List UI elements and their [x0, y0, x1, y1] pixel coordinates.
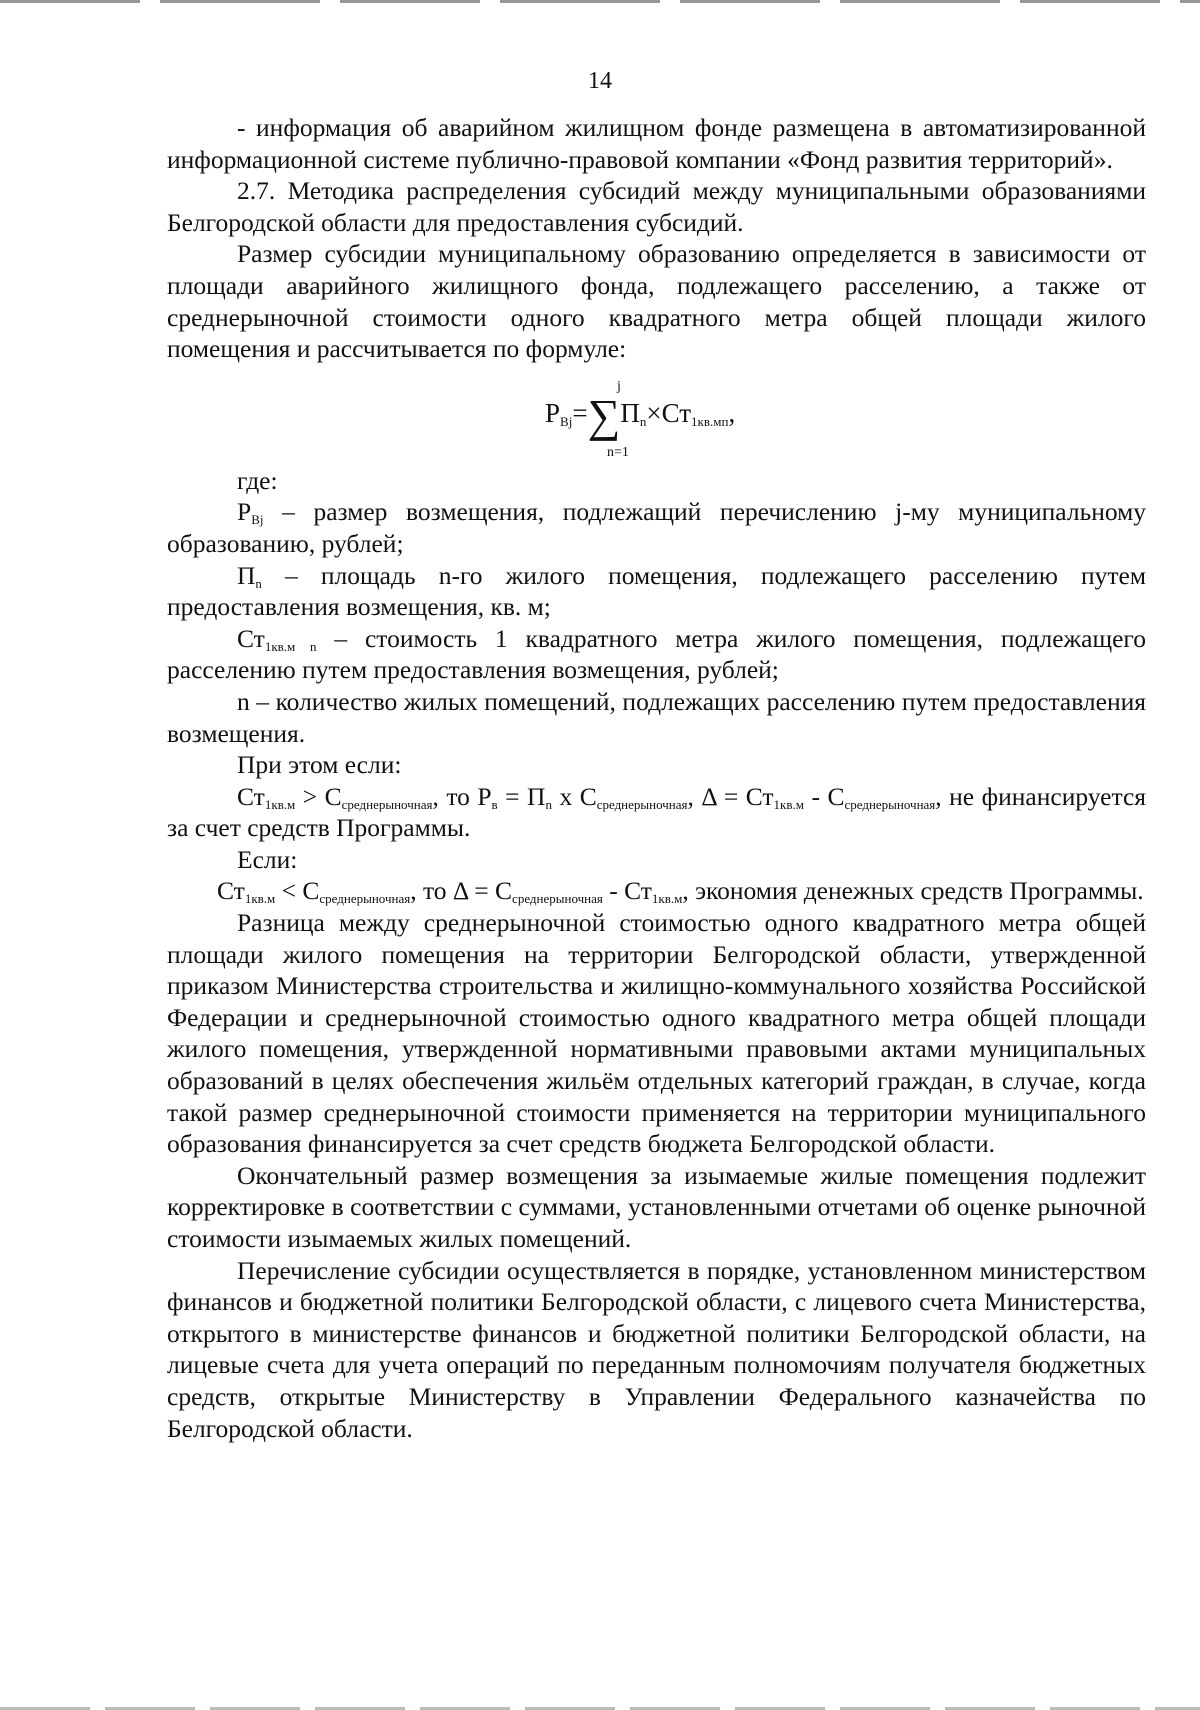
cond-sub: 1кв.м: [264, 796, 296, 812]
condition-less: [167, 875, 1146, 907]
formula-main: [545, 389, 736, 441]
page-number: 14: [588, 68, 612, 94]
paragraph-subsidy-size: Размер субсидии муниципальному образованию определяется в зависимости от площади аварийного жилищного фонда, подлежащего расселению, а также от среднерыночной стоимости одного квадратного метра общей площади жилого помещения и рассчитывается по формуле:: [167, 239, 1146, 364]
def-text: – площадь n-го жилого помещения, подлежащего расселению путем предоставления возмещения, кв. м;: [167, 560, 1146, 622]
sum-lower-limit: n=1: [607, 444, 629, 460]
cond-text: , то Δ = С: [410, 876, 513, 906]
definition-pn: [167, 560, 1146, 623]
formula-lhs-sub: Bj: [560, 413, 573, 429]
cond-term: Ст: [217, 876, 245, 906]
def-symbol: P: [237, 497, 252, 527]
formula-term-cost: Ст: [661, 397, 692, 428]
where-label: где:: [237, 465, 278, 495]
cond-sub: в: [491, 796, 498, 812]
def-symbol-sub: 1кв.м n: [264, 638, 317, 654]
def-symbol-sub: n: [255, 575, 262, 591]
def-text: – размер возмещения, подлежащий перечислению j-му муниципальному образованию, рублей;: [167, 497, 1146, 558]
cond-sub: 1кв.м: [244, 891, 276, 907]
paragraph-final-size: Окончательный размер возмещения за изымаемые жилые помещения подлежит корректировке в соответствии с суммами, установленными отчетами об оценке рыночной стоимости изымаемых жилых помещений.: [167, 1160, 1146, 1253]
cond-text: - Ст: [602, 876, 652, 906]
formula-eq: =: [572, 397, 588, 428]
cond-text: - С: [803, 781, 845, 811]
cond-sub: среднерыночная: [844, 796, 936, 812]
definition-pbj: [167, 496, 1146, 559]
condition-greater: [167, 781, 1146, 844]
cond-sub: 1кв.м: [773, 796, 804, 812]
scan-edge-top: [0, 0, 1200, 3]
formula-lhs: P: [545, 397, 561, 428]
formula-term-area: П: [620, 397, 640, 428]
cond-text: , Δ = Ст: [687, 781, 774, 811]
cond-op: < С: [275, 876, 320, 906]
formula-block: [167, 371, 1146, 459]
formula-tail: ,: [728, 397, 736, 428]
paragraph-methodology-heading: 2.7. Методика распределения субсидий между муниципальными образованиями Белгородской области для предоставления субсидий.: [167, 176, 1146, 237]
paragraph-info-system: - информация об аварийном жилищном фонде размещена в автоматизированной информационной системе публично-правовой компании «Фонд развития территорий».: [167, 113, 1146, 174]
cond-sub: 1кв.м: [651, 891, 683, 907]
cond-term: С: [324, 781, 342, 811]
cond-text: , экономия денежных средств Программы.: [682, 876, 1144, 906]
def-symbol: П: [237, 560, 256, 590]
cond-term: Ст: [237, 781, 265, 811]
def-text: – стоимость 1 квадратного метра жилого помещения, подлежащего расселению путем предоставления возмещения, рублей;: [167, 623, 1147, 685]
cond-sub: среднерыночная: [512, 891, 603, 907]
definition-n: n – количество жилых помещений, подлежащих расселению путем предоставления возмещения.: [167, 686, 1146, 748]
cond-sub: n: [545, 796, 552, 812]
cond-text: х С: [551, 781, 597, 811]
cond-text: , не финансируется за счет средств Программы.: [167, 781, 1146, 843]
condition-intro: При этом если:: [237, 750, 402, 780]
formula-term-cost-sub: 1кв.мп: [691, 413, 729, 429]
formula-term-area-sub: n: [639, 413, 647, 429]
condition-intro-2: Если:: [237, 844, 298, 874]
cond-sub: среднерыночная: [341, 796, 433, 812]
sum-sign: ∑: [587, 389, 621, 441]
sum-upper-limit: j: [617, 378, 621, 394]
document-body: [167, 112, 1146, 1444]
cond-sub: среднерыночная: [319, 891, 411, 907]
cond-op: >: [295, 781, 325, 811]
cond-text: = П: [497, 781, 546, 811]
paragraph-transfer: Перечисление субсидии осуществляется в порядке, установленном министерством финансов и бюджетной политики Белгородской области, с лицевого счета Министерства, открытого в министерстве финансов и бюджетной политики Белгородской области, на лицевые счета для учета операций по переданным полномочиям получателя бюджетных средств, открытые Министерству в Управлении Федерального казначейства по Белгородской области.: [167, 1255, 1146, 1443]
definition-cost: [167, 623, 1146, 686]
def-symbol-sub: Bj: [251, 512, 264, 528]
def-symbol: Ст: [237, 623, 265, 653]
cond-sub: среднерыночная: [596, 796, 688, 812]
paragraph-price-difference: Разница между среднерыночной стоимостью одного квадратного метра общей площади жилого помещения на территории Белгородской области, утвержденной приказом Министерства строительства и жилищно-коммунального хозяйства Российской Федерации и среднерыночной стоимостью одного квадратного метра общей площади жилого помещения, утвержденной нормативными правовыми актами муниципальных образований в целях обеспечения жильём отдельных категорий граждан, в случае, когда такой размер среднерыночной стоимости применяется на территории муниципального образования финансируется за счет средств бюджета Белгородской области.: [167, 908, 1146, 1159]
cond-text: , то Р: [432, 781, 492, 811]
formula-times: ×: [646, 397, 662, 428]
